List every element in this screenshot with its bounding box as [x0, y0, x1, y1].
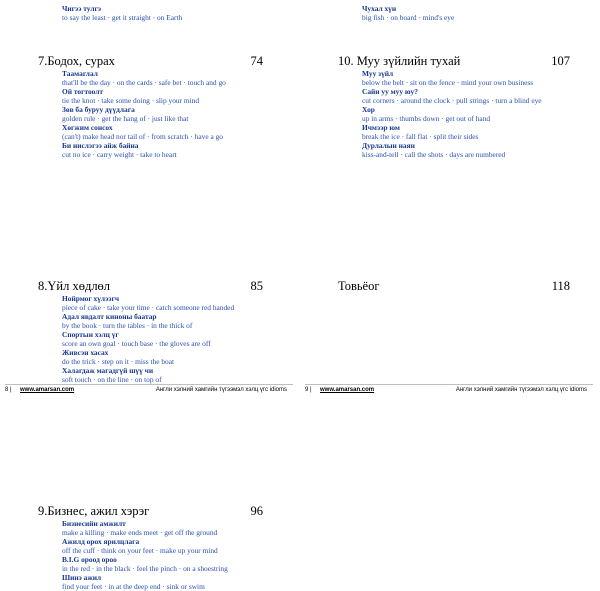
footer-page-number: 8 |: [5, 387, 12, 393]
entry-idioms: break the ice · fall flat · split their sides: [362, 132, 479, 141]
entry-idioms: make a killing · make ends meet · get off the ground: [62, 528, 218, 537]
right-top-entries: [338, 4, 570, 22]
entry-idioms: below the belt · sit on the fence · mind your own business: [362, 78, 534, 87]
entry-title: Таамаглал: [62, 69, 98, 78]
entry-idioms: that'll be the day · on the cards · safe bet · touch and go: [62, 78, 226, 87]
footer-website-link[interactable]: www.amarsan.com: [20, 387, 75, 393]
entry-idioms: cut corners · around the clock · pull strings · turn a blind eye: [362, 96, 542, 105]
entry-title: Би нислэгээ айж байна: [62, 141, 139, 150]
entry-title: Чигээ тулгэ: [62, 4, 102, 13]
entry-title: Бизнесийн амжилт: [62, 519, 126, 528]
chapter-heading[interactable]: [38, 54, 263, 69]
left-top-entries: [38, 4, 263, 22]
entry-idioms: up in arms · thumbs down · get out of hand: [362, 114, 491, 123]
chapter-index: [338, 279, 570, 294]
footer-divider: [5, 384, 293, 385]
chapter-page-number: 85: [250, 279, 263, 293]
chapter-title: 8.Үйл хөдлөл: [38, 279, 111, 293]
entry-idioms: tie the knot · take some doing · slip your mind: [62, 96, 200, 105]
entry-idioms: (can't) make head nor tail of · from scratch · have a go: [62, 132, 223, 141]
chapter-page-number: 118: [551, 279, 570, 293]
footer-page-number: 9 |: [305, 387, 312, 393]
chapter-page-number: 74: [250, 54, 263, 68]
entry-idioms: cut no ice · carry weight · take to heart: [62, 150, 177, 159]
chapter-title: 9.Бизнес, ажил хэрэг: [38, 504, 150, 518]
entry-title: Живсэн хасах: [62, 348, 109, 357]
chapter-9: [38, 504, 263, 591]
entry-idioms: in the red · in the black · feel the pinch · on a shoestring: [62, 564, 228, 573]
entry-title: Чухал хүн: [362, 4, 397, 13]
entry-title: Нойрмог хүлээгч: [62, 294, 119, 303]
entry-idioms: soft touch · on the line · on top of: [62, 375, 162, 384]
chapter-heading[interactable]: [338, 279, 570, 294]
chapter-10: [338, 54, 570, 159]
chapter-heading[interactable]: [338, 54, 570, 69]
chapter-page-number: 96: [250, 504, 263, 518]
entry-idioms: find your feet · in at the deep end · sink or swim: [62, 582, 205, 591]
left-page-footer: [5, 386, 293, 395]
entry-idioms: big fish · on board · mind's eye: [362, 13, 455, 22]
entry-title: Дурлалын наян: [362, 141, 415, 150]
entry-title: Муу зүйл: [362, 69, 394, 78]
chapter-heading[interactable]: [38, 504, 263, 519]
entry-title: Хөгжим сонсох: [62, 123, 113, 132]
chapter-title: 10. Муу зүйлийн тухай: [338, 54, 461, 68]
entry-title: Ичмээр юм: [362, 123, 400, 132]
footer-book-title: Англи хэлний хамгийн түгээмэл хэлц үгс idioms: [155, 387, 287, 393]
entry-idioms: score an own goal · touch base · the gloves are off: [62, 339, 211, 348]
entry-idioms: do the trick · step on it · miss the boat: [62, 357, 175, 366]
right-page-footer: [305, 386, 593, 395]
entry-title: Ажилд орох ярилцлага: [62, 537, 140, 546]
entry-title: Сайн уу муу юу?: [362, 87, 418, 96]
entry-idioms: by the book · turn the tables · in the thick of: [62, 321, 193, 330]
entry-title: B.I.G ороод ороо: [62, 555, 117, 564]
chapter-page-number: 107: [551, 54, 570, 68]
footer-divider: [305, 384, 593, 385]
chapter-8: [38, 279, 263, 384]
footer-book-title: Англи хэлний хамгийн түгээмэл хэлц үгс idioms: [455, 387, 587, 393]
entry-title: Зөв ба буруу дүүдлага: [62, 105, 135, 114]
entry-idioms: to say the least · get it straight · on Earth: [62, 13, 183, 22]
chapter-heading[interactable]: [38, 279, 263, 294]
entry-title: Хор: [362, 105, 375, 114]
chapter-title: 7.Бодох, сурах: [38, 54, 115, 68]
chapter-title: Товьёог: [338, 279, 380, 293]
entry-idioms: kiss-and-tell · call the shots · days are numbered: [362, 150, 506, 159]
entry-idioms: off the cuff · think on your feet · make up your mind: [62, 546, 218, 555]
chapter-7: [38, 54, 263, 159]
entry-idioms: golden rule · get the hang of · just like that: [62, 114, 189, 123]
entry-title: Шинэ ажил: [62, 573, 102, 582]
entry-title: Ой тогтоолт: [62, 87, 104, 96]
entry-title: Спортын хэлц үг: [62, 330, 119, 339]
entry-idioms: piece of cake · take your time · catch someone red handed: [62, 303, 235, 312]
entry-title: Халагдаж магадгүй шүү чи: [62, 366, 154, 375]
entry-title: Адал явдалт киноны баатар: [62, 312, 157, 321]
right-page: [300, 0, 600, 423]
footer-website-link[interactable]: www.amarsan.com: [320, 387, 375, 393]
